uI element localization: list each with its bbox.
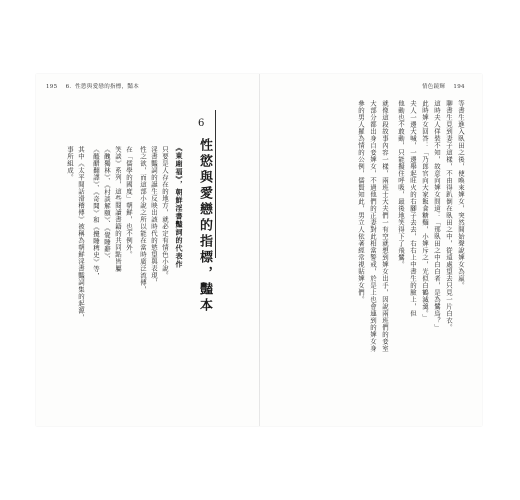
left-body-column: 《醯醋翻譯》、《奇聞》和《攪睡稗史》等， [92,146,100,280]
right-body-column: 此時婢女回答：「乃郎官向大家飯食糖麵，小婢斥之，光似白鶴滅羹。」 [421,100,429,321]
right-body-column: 他動也不敢動，只能擬住呼吸，最後地笑得下了飛鷺。 [397,100,405,268]
left-body-column: 事所組成。 [66,146,74,181]
right-body-column: 就像這段故事內容一樣，兩班士大夫們一有空就想到婢女出手，因說兩班們的妾室 [381,100,389,352]
left-body-column: 《醜獨林》、《村談解頤》、《覺睡辭》、 [103,146,111,263]
right-running-header: 情色鏡輝 [422,84,446,90]
right-body-column: 大部分都出身自妾婢女，不過他們的正妻對此相當警戒，於是上也會連到的婢女身 [369,100,377,352]
right-body-column: 聊書生見到妻子這樣，不由得趴倒在臥田之中，從遠處望去只見一片白衣。 [445,100,453,331]
left-body-column: 在「儒學的國度」朝鮮，也不例外。 [125,146,133,258]
book-spread [36,74,482,426]
right-body-column: 參的男人羅為情的公例，儒賢知此，男立人依著經常視貼婢女們。 [357,100,365,303]
right-body-column: 夫人一邊大喊，一邊舉起旺火的右腳子去去，右右上中書生的臉上，但 [409,100,417,317]
left-body-column: 其中《太平閒話滑稽傳》被稱為朝鮮淫書豔詞集的起源， [77,146,85,321]
chapter-number: 6 [198,118,205,129]
left-body-column: 只要是人存在的地方，就必定有情色小說。 [161,146,169,279]
left-page-number: 195 [46,84,58,90]
left-body-column: 笑談》系列，這些閱讀書籍的共同點皆屬 [114,146,122,272]
right-page-number: 194 [453,84,465,90]
right-page-header [422,82,465,90]
chapter-title: 性慾與愛戀的指標，豔本 [197,138,212,314]
left-body-column: 性之欲，而這部小說之所以能在當時廣泛流傳， [139,146,147,293]
section-title: 《東廂福》，朝鮮淫書豔詞的代表作 [175,144,184,269]
left-running-header: 6．性慾與愛戀的指標，豔本 [65,84,140,90]
left-page-header [46,82,139,90]
right-body-column: 等書生進入臥田之後，使喚來婢女，突然開始聲說婢女為羸。 [457,100,465,289]
left-body-column: 淫書豔詞的誕生反映出該時代的慾望與表現， [150,146,158,286]
page-gutter [259,74,260,426]
right-body-column: 這時夫人佯裝不知，故意向婢女問道：「那臥田之中白白者，是為鷺鳥？」 [433,100,441,331]
